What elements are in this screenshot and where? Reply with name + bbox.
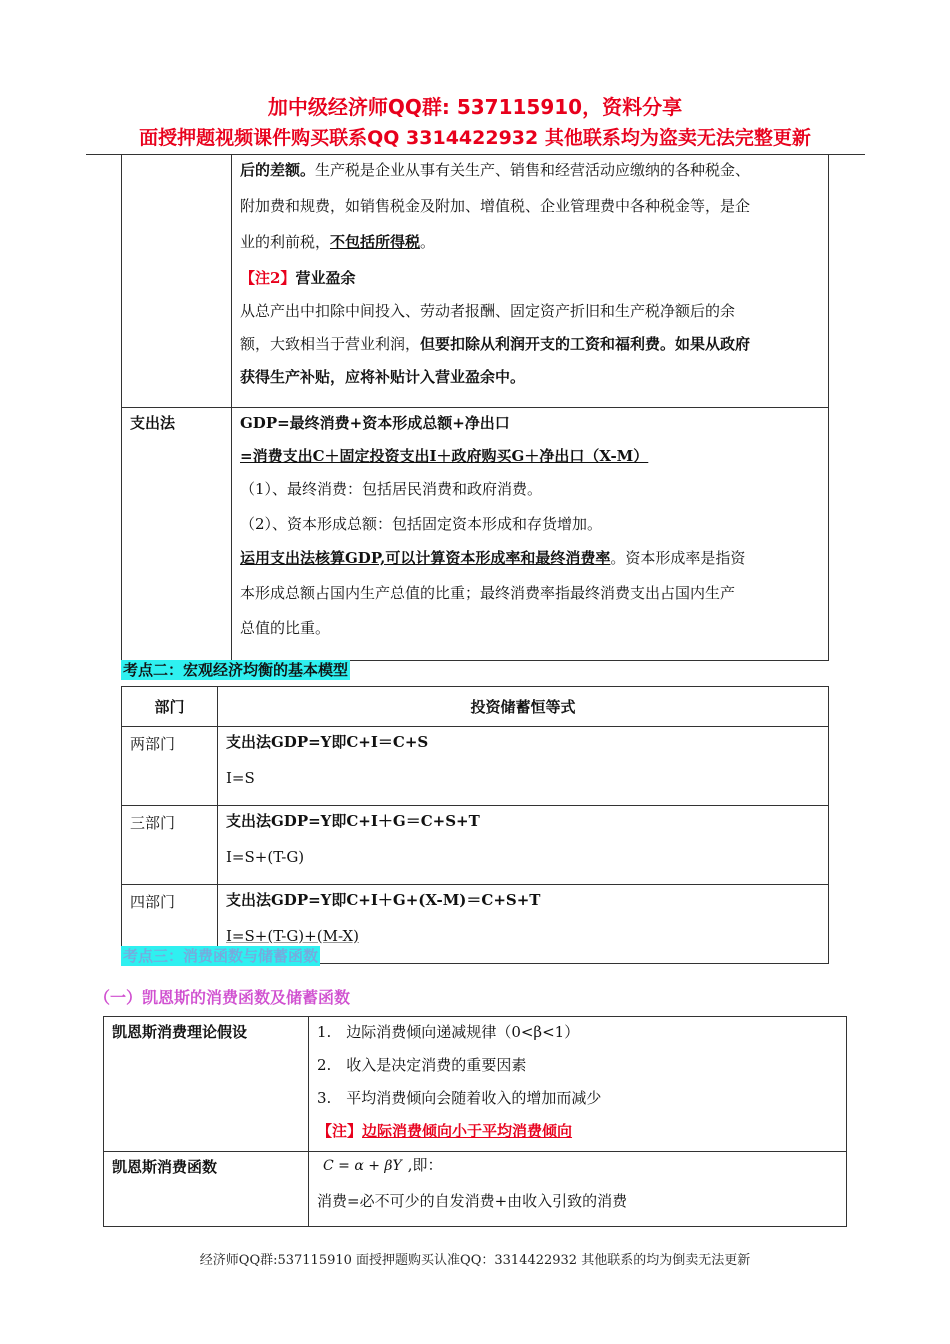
consumption-formula: C = α + βY xyxy=(323,1158,402,1174)
table-row: 两部门 支出法GDP=Y即C+I＝C+S I=S xyxy=(122,727,829,806)
table-row: 支出法 GDP=最终消费+资本形成总额+净出口 =消费支出C＋固定投资支出I＋政府购买G＋净出口（X-M） （1）、最终消费：包括居民消费和政府消费。 （2）、资本形成总额：包括固定资本形成和存货增加。 运用支出法核算GDP,可以计算资本形成率和最终消费率。资本形成率是指资 本形成总额占国内生产总值的比重；最终消费率指最终消费支出占国内生产 总值的比重。 xyxy=(122,408,829,661)
header-line-2: 面授押题视频课件购买联系QQ 3314422932 其他联系均为盗卖无法完整更新 xyxy=(139,127,811,149)
note-tag: 【注】 xyxy=(317,1122,363,1140)
formula-2: =消费支出C＋固定投资支出I＋政府购买G＋净出口（X-M） xyxy=(240,447,649,465)
table-header: 部门 投资储蓄恒等式 xyxy=(122,687,829,727)
assumption-label: 凯恩斯消费理论假设 xyxy=(112,1023,248,1041)
kp3-heading: 考点三：消费函数与储蓄函数 xyxy=(123,947,319,965)
table-row: 四部门 支出法GDP=Y即C+I＋G+(X-M)＝C+S+T I=S+(T-G)+(M-X) xyxy=(122,885,829,964)
note-tag: 【注2】 xyxy=(240,269,296,287)
table-row: 三部门 支出法GDP=Y即C+I＋G＝C+S+T I=S+(T-G) xyxy=(122,806,829,885)
kp2-heading: 考点二：宏观经济均衡的基本模型 xyxy=(123,661,349,679)
table-row: 凯恩斯消费理论假设 1. 边际消费倾向递减规律（0<β<1） 2. 收入是决定消费的重要因素 3. 平均消费倾向会随着收入的增加而减少 【注】边际消费倾向小于平均消费倾向 xyxy=(104,1017,847,1152)
investment-saving-table xyxy=(121,686,829,964)
no-income-tax: 不包括所得税 xyxy=(330,233,421,251)
keynes-table xyxy=(103,1016,847,1227)
gdp-method-table xyxy=(121,154,829,661)
table-row: 凯恩斯消费函数 C = α + βY ,即： 消费=必不可少的自发消费+由收入引致的消费 xyxy=(104,1152,847,1227)
header-line-1: 加中级经济师QQ群: 537115910，资料分享 xyxy=(267,95,683,119)
note-text: 边际消费倾向小于平均消费倾向 xyxy=(362,1122,573,1140)
text-bold: 后的差额。 xyxy=(240,161,316,179)
expenditure-label: 支出法 xyxy=(122,408,232,661)
formula-1: GDP=最终消费+资本形成总额+净出口 xyxy=(240,414,510,432)
function-label: 凯恩斯消费函数 xyxy=(112,1158,218,1176)
table-row: 后的差额。生产税是企业从事有关生产、销售和经营活动应缴纳的各种税金、 附加费和规费，如销售税金及附加、增值税、企业管理费中各种税金等，是企 业的利前税，不包括所得税。 【注2】营业盈余 从总产出中扣除中间投入、劳动者报酬、固定资产折旧和生产税净额后的余 额，大致相当于营业利润，但要扣除从利润开支的工资和福利费。如果从政府 获得生产补贴，应将补贴计入营业盈余中。 xyxy=(122,155,829,408)
footer: 经济师QQ群:537115910 面授押题购买认准QQ：3314422932 其他联系的均为倒卖无法更新 xyxy=(199,1253,751,1268)
section-heading: （一）凯恩斯的消费函数及储蓄函数 xyxy=(94,988,351,1007)
note-title: 营业盈余 xyxy=(295,269,356,287)
